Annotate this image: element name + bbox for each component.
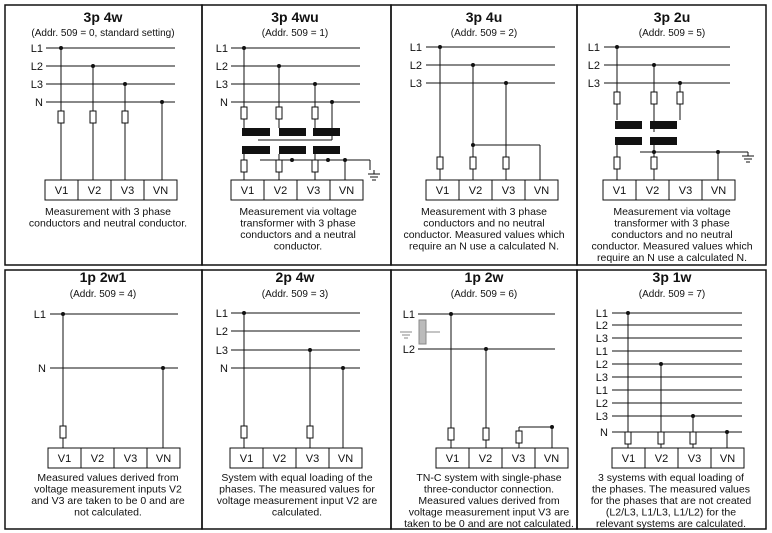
panel-title: 2p 4w xyxy=(275,269,315,285)
panel-title: 3p 4wu xyxy=(271,9,319,25)
panel-address: (Addr. 509 = 7) xyxy=(638,289,706,300)
panel-description-line: 3 systems with equal loading of xyxy=(598,472,744,484)
terminal-label: V2 xyxy=(478,453,493,465)
panel-description-line: voltage measurement inputs V2 xyxy=(34,483,182,496)
junction-dot xyxy=(550,425,554,429)
conductor-label: L2 xyxy=(409,60,422,72)
junction-dot xyxy=(652,63,656,67)
conductor-label: L2 xyxy=(30,61,43,73)
panel-title: 3p 4u xyxy=(465,9,503,25)
terminal-label: V1 xyxy=(435,185,450,197)
fuse-symbol xyxy=(241,160,247,172)
panel-description-line: conductors and no neutral xyxy=(611,229,733,241)
panel-description-line: taken to be 0 and are not calculated. xyxy=(404,518,574,530)
terminal-label: V1 xyxy=(239,453,254,465)
panel-address: (Addr. 509 = 5) xyxy=(638,28,706,39)
terminal-label: V3 xyxy=(687,453,702,465)
panel-description-line: relevant systems are calculated. xyxy=(596,518,746,530)
fuse-symbol xyxy=(241,107,247,119)
fuse-symbol xyxy=(503,157,509,169)
junction-dot xyxy=(678,81,682,85)
conductor-label: L1 xyxy=(402,309,415,321)
fuse-symbol xyxy=(276,160,282,172)
conductor-label: L2 xyxy=(587,60,600,72)
junction-dot xyxy=(725,430,729,434)
terminal-label: V2 xyxy=(87,185,102,197)
panel-3p-4wu xyxy=(216,9,380,253)
junction-dot xyxy=(308,348,312,352)
panel-3p-2u xyxy=(588,9,754,264)
fuse-symbol xyxy=(276,107,282,119)
conductor-label: L2 xyxy=(595,398,608,410)
transformer-primary-coil xyxy=(615,121,642,129)
terminal-label: V3 xyxy=(501,185,516,197)
junction-dot xyxy=(59,46,63,50)
junction-dot xyxy=(277,64,281,68)
panel-1p-2w xyxy=(400,269,574,530)
junction-dot xyxy=(615,45,619,49)
terminal-label: V3 xyxy=(306,185,321,197)
conductor-label: L3 xyxy=(409,78,422,90)
fuse-symbol xyxy=(90,111,96,123)
terminal-label: V3 xyxy=(305,453,320,465)
terminal-label: VN xyxy=(710,185,727,197)
conductor-label: L2 xyxy=(595,359,608,371)
fuse-symbol xyxy=(614,157,620,169)
transformer-secondary-coil xyxy=(650,137,677,145)
panel-description-line: conductors and neutral conductor. xyxy=(28,217,188,230)
conductor-label: L2 xyxy=(595,320,608,332)
conductor-label: L3 xyxy=(595,333,608,345)
conductor-label: L2 xyxy=(215,61,228,73)
fuse-symbol xyxy=(448,428,454,440)
panel-description-line: conductor. Measured values which xyxy=(403,229,565,241)
junction-dot xyxy=(341,366,345,370)
junction-dot xyxy=(242,311,246,315)
conductor-label: L3 xyxy=(30,79,43,91)
fuse-symbol xyxy=(241,426,247,438)
panel-title: 3p 1w xyxy=(652,269,692,285)
conductor-label: N xyxy=(38,363,46,375)
panel-description-line: Measured values derived from xyxy=(37,472,179,484)
panel-description-line: three-conductor connection. xyxy=(423,483,555,496)
panel-description-line: TN-C system with single-phase xyxy=(416,472,562,484)
panel-2p-4w xyxy=(216,269,378,519)
terminal-label: VN xyxy=(152,185,169,197)
conductor-label: L1 xyxy=(595,346,608,358)
terminal-label: VN xyxy=(533,185,550,197)
junction-dot xyxy=(691,414,695,418)
conductor-label: L1 xyxy=(595,308,608,320)
junction-dot xyxy=(161,366,165,370)
junction-dot xyxy=(659,362,663,366)
terminal-label: VN xyxy=(155,453,172,465)
fuse-symbol xyxy=(312,160,318,172)
panel-description-line: Measurement via voltage xyxy=(239,206,357,218)
panel-description-line: conductor. Measured values which xyxy=(591,240,753,253)
panel-description-line: the phases. The measured values xyxy=(592,483,750,496)
conductor-label: L3 xyxy=(215,79,228,91)
conductor-label: N xyxy=(220,363,228,375)
panel-address: (Addr. 509 = 2) xyxy=(450,28,518,39)
junction-dot xyxy=(91,64,95,68)
panel-description-line: transformer with 3 phase xyxy=(614,217,730,230)
panel-description-line: conductor. xyxy=(273,240,323,253)
panel-description-line: conductors and a neutral xyxy=(240,229,356,241)
terminal-label: V1 xyxy=(240,185,255,197)
transformer-secondary-coil xyxy=(242,146,270,154)
conductor-label: L1 xyxy=(409,42,422,54)
transformer-primary-coil xyxy=(650,121,677,129)
panel-description-line: (L2/L3, L1/L3, L1/L2) for the xyxy=(605,506,737,519)
panel-description-line: System with equal loading of the xyxy=(221,472,373,484)
panel-address: (Addr. 509 = 3) xyxy=(261,289,329,300)
junction-dot xyxy=(160,100,164,104)
conductor-label: L1 xyxy=(33,309,46,321)
panel-description-line: Measurement with 3 phase xyxy=(44,206,172,218)
terminal-label: VN xyxy=(337,453,354,465)
panel-description-line: conductors and no neutral xyxy=(423,217,545,230)
junction-dot xyxy=(242,46,246,50)
conductor-label: L1 xyxy=(587,42,600,54)
fuse-symbol xyxy=(658,432,664,444)
fuse-symbol xyxy=(307,426,313,438)
conductor-label: N xyxy=(600,427,608,439)
junction-dot xyxy=(313,82,317,86)
terminal-label: VN xyxy=(543,453,560,465)
panel-address: (Addr. 509 = 4) xyxy=(69,289,137,300)
conductor-label: L1 xyxy=(215,43,228,55)
junction-dot xyxy=(652,150,656,154)
terminal-label: V1 xyxy=(54,185,69,197)
terminal-label: V1 xyxy=(612,185,627,197)
fuse-symbol xyxy=(614,92,620,104)
panel-description-line: require an N use a calculated N. xyxy=(597,252,747,264)
panel-description-line: Measured values derived from xyxy=(418,495,560,507)
junction-dot xyxy=(61,312,65,316)
panel-title: 3p 2u xyxy=(653,9,691,25)
pen-bridge xyxy=(419,320,426,344)
fuse-symbol xyxy=(651,92,657,104)
panel-description-line: not calculated. xyxy=(74,506,142,519)
junction-dot xyxy=(471,63,475,67)
junction-dot xyxy=(484,347,488,351)
panel-description-line: voltage measurement input V3 are xyxy=(408,506,570,519)
panel-description-line: Measurement with 3 phase xyxy=(420,206,548,218)
transformer-primary-coil xyxy=(313,128,340,136)
fuse-symbol xyxy=(58,111,64,123)
transformer-secondary-coil xyxy=(313,146,340,154)
panel-description-line: for the phases that are not created xyxy=(590,495,752,507)
panel-description-line: require an N use a calculated N. xyxy=(409,240,559,253)
terminal-label: V2 xyxy=(645,185,660,197)
fuse-symbol xyxy=(483,428,489,440)
conductor-label: L2 xyxy=(215,326,228,338)
conductor-label: L1 xyxy=(30,43,43,55)
fuse-symbol xyxy=(470,157,476,169)
panel-address: (Addr. 509 = 1) xyxy=(261,28,329,39)
conductor-label: N xyxy=(35,97,43,109)
terminal-label: V3 xyxy=(511,453,526,465)
panel-description-line: and V3 are taken to be 0 and are xyxy=(31,495,185,507)
fuse-symbol xyxy=(677,92,683,104)
junction-dot xyxy=(471,143,475,147)
terminal-label: V1 xyxy=(621,453,636,465)
terminal-label: V3 xyxy=(678,185,693,197)
panel-3p-1w xyxy=(591,269,752,530)
fuse-symbol xyxy=(122,111,128,123)
terminal-label: VN xyxy=(338,185,355,197)
junction-dot xyxy=(504,81,508,85)
terminal-label: V2 xyxy=(272,453,287,465)
terminal-label: V2 xyxy=(654,453,669,465)
panel-title: 1p 2w1 xyxy=(79,269,127,285)
conductor-label: L3 xyxy=(595,372,608,384)
fuse-symbol xyxy=(437,157,443,169)
panel-description-line: calculated. xyxy=(271,506,323,519)
junction-dot xyxy=(438,45,442,49)
panel-title: 1p 2w xyxy=(464,269,504,285)
junction-dot xyxy=(326,158,330,162)
terminal-label: V1 xyxy=(57,453,72,465)
junction-dot xyxy=(626,311,630,315)
terminal-label: V2 xyxy=(468,185,483,197)
fuse-symbol xyxy=(690,432,696,444)
panel-description-line: phases. The measured values for xyxy=(219,483,375,496)
junction-dot xyxy=(449,312,453,316)
junction-dot xyxy=(290,158,294,162)
junction-dot xyxy=(330,100,334,104)
conductor-label: N xyxy=(220,97,228,109)
transformer-primary-coil xyxy=(242,128,270,136)
panel-3p-4w xyxy=(29,9,187,230)
fuse-symbol xyxy=(625,432,631,444)
conductor-label: L1 xyxy=(215,308,228,320)
terminal-label: V1 xyxy=(445,453,460,465)
fuse-symbol xyxy=(60,426,66,438)
panel-address: (Addr. 509 = 0, standard setting) xyxy=(31,28,175,39)
panel-3p-4u xyxy=(403,9,564,253)
panel-title: 3p 4w xyxy=(83,9,123,25)
terminal-label: V3 xyxy=(123,453,138,465)
terminal-label: V2 xyxy=(273,185,288,197)
fuse-symbol xyxy=(312,107,318,119)
panel-address: (Addr. 509 = 6) xyxy=(450,289,518,300)
transformer-secondary-coil xyxy=(279,146,306,154)
panel-description-line: Measurement via voltage xyxy=(613,206,731,218)
conductor-label: L1 xyxy=(595,385,608,397)
conductor-label: L3 xyxy=(587,78,600,90)
terminal-label: V2 xyxy=(90,453,105,465)
panel-description-line: voltage measurement input V2 are xyxy=(216,495,378,507)
panel-1p-2w1 xyxy=(31,269,185,519)
conductor-label: L3 xyxy=(215,345,228,357)
terminal-label: V3 xyxy=(120,185,135,197)
transformer-primary-coil xyxy=(279,128,306,136)
junction-dot xyxy=(123,82,127,86)
fuse-symbol xyxy=(516,431,522,443)
panel-description-line: transformer with 3 phase xyxy=(240,217,356,230)
conductor-label: L3 xyxy=(595,411,608,423)
conductor-label: L2 xyxy=(402,344,415,356)
transformer-secondary-coil xyxy=(615,137,642,145)
fuse-symbol xyxy=(651,157,657,169)
terminal-label: VN xyxy=(719,453,736,465)
